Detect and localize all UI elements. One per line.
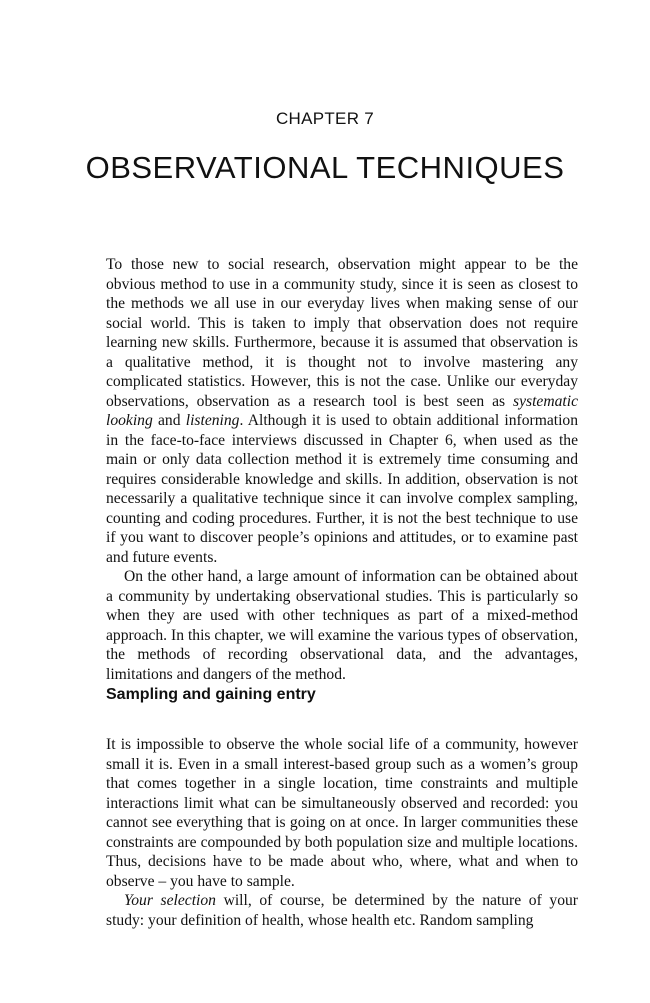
sampling-paragraph-1: It is impossible to observe the whole social life of a community, however small it is. Even in a small interest-based group such as a women’s group that comes together in a single location, time constraints and multiple interactions limit what can be simultaneously observed and recorded: you cannot see everything that is going on at once. In larger communities these constraints are compounded by both population size and multiple locations. Thus, decisions have to be made about who, where, what and when to observe – you have to sample. bbox=[106, 736, 578, 890]
intro-text-3: . Although it is used to obtain additional information in the face-to-face interviews discussed in Chapter 6, when used as the main or only data collection method it is extremely time consuming and requires considerable knowledge and skills. In addition, observation is not necessarily a qualitative technique since it can involve complex sampling, counting and coding procedures. Further, it is not the best technique to use if you want to discover people’s opinions and attitudes, or to examine past and future events. bbox=[106, 412, 579, 566]
intro-text-1: To those new to social research, observation might appear to be the obvious method to use in a community study, since it is seen as closest to the methods we all use in our everyday lives when making sense of our social world. This is taken to imply that observation does not require learning new skills. Furthermore, because it is assumed that observation is a qualitative method, it is thought not to involve mastering any complicated statistics. However, this is not the case. Unlike our everyday observations, observation as a research tool is best seen as bbox=[106, 256, 578, 410]
intro-emphasis-2: listening bbox=[185, 412, 240, 429]
chapter-label: CHAPTER 7 bbox=[275, 109, 375, 128]
intro-section bbox=[106, 255, 578, 684]
chapter-title: OBSERVATIONAL TECHNIQUES bbox=[85, 150, 565, 185]
section-heading: Sampling and gaining entry bbox=[106, 686, 316, 703]
intro-emphasis-1: systematic looking bbox=[106, 392, 578, 429]
intro-paragraph-1 bbox=[106, 255, 578, 567]
intro-paragraph-2: On the other hand, a large amount of information can be obtained about a community by undertaking observational studies. This is particularly so when they are used with other techniques as part of a mixed-method approach. In this chapter, we will examine the various types of observation, the methods of recording observational data, and the advantages, limitations and dangers of the method. bbox=[106, 568, 578, 683]
intro-text-2: and bbox=[152, 412, 186, 429]
sampling-text: will, of course, be determined by the nature of your study: your definition of health, whose health etc. Random sampling bbox=[106, 892, 578, 929]
sampling-section bbox=[106, 735, 578, 930]
sampling-emphasis: Your selection bbox=[124, 892, 216, 909]
sampling-paragraph-2 bbox=[106, 891, 578, 930]
